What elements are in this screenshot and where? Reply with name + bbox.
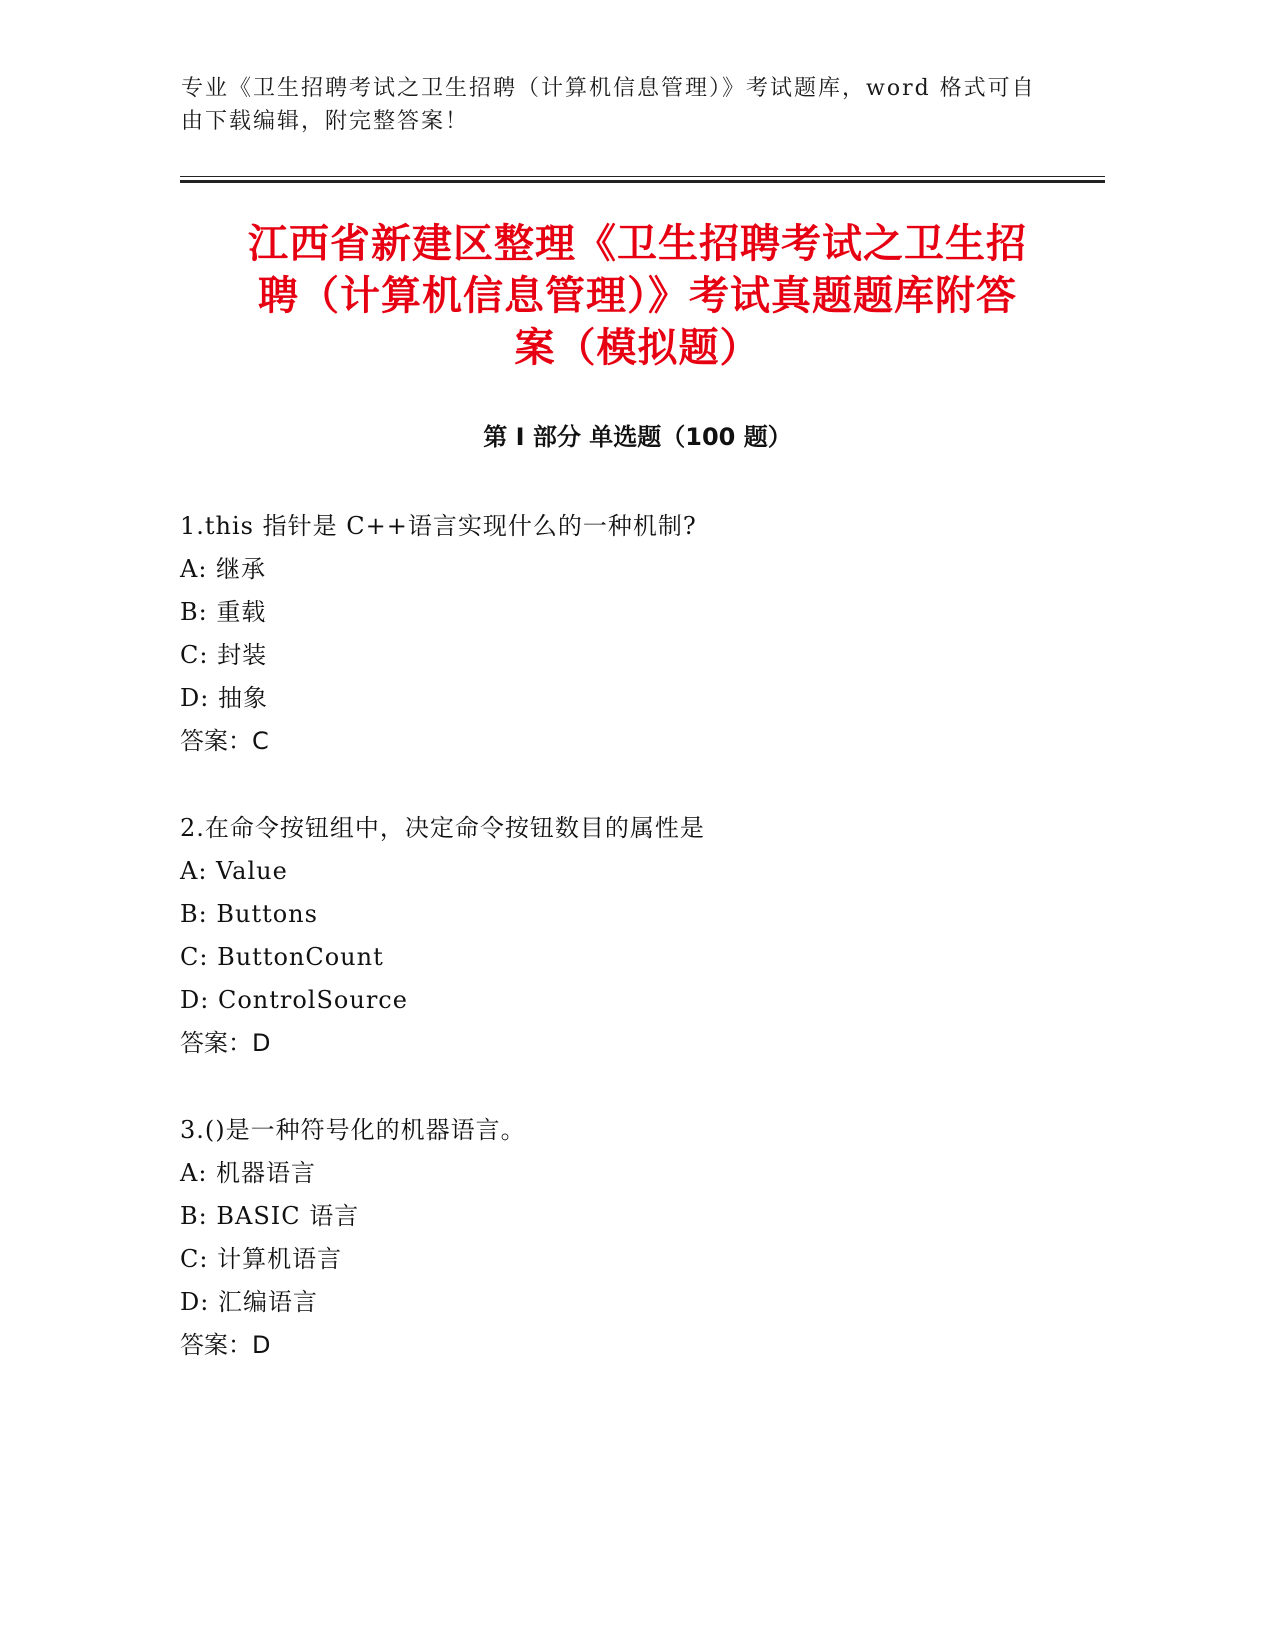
option-c: C: 封装: [180, 641, 268, 669]
answer-line: 答案：D: [180, 1029, 271, 1057]
document-title: [185, 218, 1090, 374]
header-divider-thin: [180, 176, 1105, 177]
title-line: 江西省新建区整理《卫生招聘考试之卫生招: [248, 221, 1027, 267]
question-item: [180, 505, 1080, 763]
intro-line: 由下载编辑，附完整答案！: [181, 109, 470, 134]
title-line: 案（模拟题）: [514, 325, 761, 371]
option-d: D: ControlSource: [180, 986, 408, 1014]
option-a: A: 继承: [180, 555, 267, 583]
option-a: A: Value: [180, 857, 288, 885]
option-d: D: 汇编语言: [180, 1288, 318, 1316]
intro-text: [181, 72, 1041, 138]
option-a: A: 机器语言: [180, 1159, 317, 1187]
option-b: B: Buttons: [180, 900, 318, 928]
intro-line: 专业《卫生招聘考试之卫生招聘（计算机信息管理）》考试题库，word 格式可自: [181, 76, 1036, 101]
option-b: B: 重载: [180, 598, 267, 626]
question-stem: 1.this 指针是 C++语言实现什么的一种机制?: [180, 512, 697, 540]
question-stem: 3.()是一种符号化的机器语言。: [180, 1116, 526, 1144]
option-b: B: BASIC 语言: [180, 1202, 360, 1230]
option-d: D: 抽象: [180, 684, 268, 712]
answer-line: 答案：D: [180, 1331, 271, 1359]
option-c: C: 计算机语言: [180, 1245, 343, 1273]
section-heading: 第 I 部分 单选题（100 题）: [483, 423, 792, 451]
question-stem: 2.在命令按钮组中，决定命令按钮数目的属性是: [180, 814, 705, 842]
answer-line: 答案：C: [180, 727, 269, 755]
question-item: [180, 807, 1080, 1065]
title-line: 聘（计算机信息管理）》考试真题题库附答: [258, 273, 1017, 319]
header-divider-thick: [180, 180, 1105, 183]
question-list: [180, 505, 1080, 1411]
option-c: C: ButtonCount: [180, 943, 384, 971]
question-item: [180, 1109, 1080, 1367]
